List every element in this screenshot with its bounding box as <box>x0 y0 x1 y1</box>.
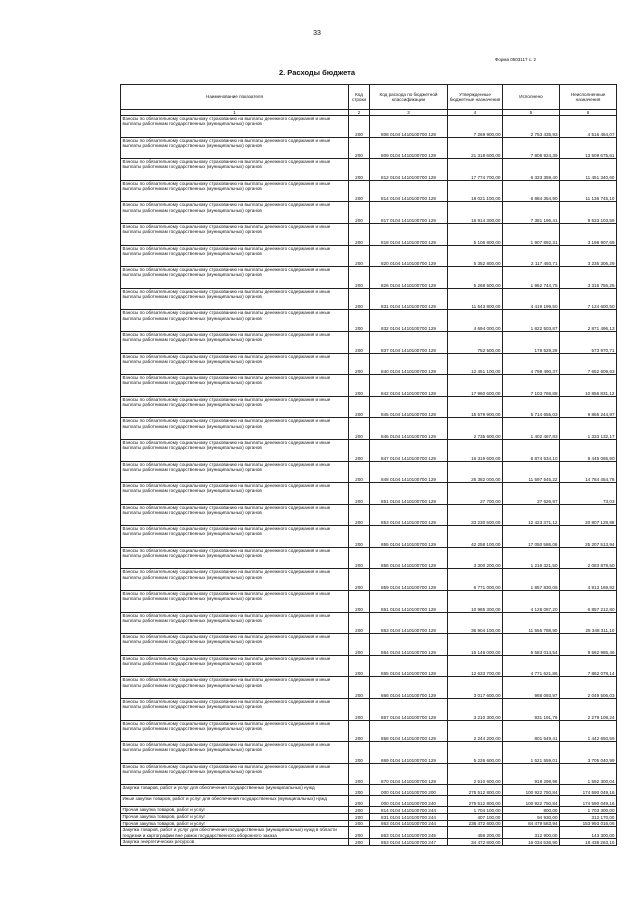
cell-executed: 7 808 924,39 <box>503 137 560 159</box>
cell-name: Взносы по обязательному социальному страхованию на выплаты денежного содержания и иные выплаты работникам государственных (муниципальных) органов <box>121 634 349 656</box>
cell-approved: 34 472 800,00 <box>448 838 503 845</box>
cell-unexecuted: 7 124 600,50 <box>560 288 617 310</box>
cell-approved: 11 543 800,00 <box>448 288 503 310</box>
cell-code: 200 <box>349 310 370 332</box>
cell-executed: 1 907 892,31 <box>503 223 560 245</box>
cell-name: Взносы по обязательному социальному страхованию на выплаты денежного содержания и иные выплаты работникам государственных (муниципальных) органов <box>121 677 349 699</box>
column-number: 6 <box>560 110 617 116</box>
cell-unexecuted: 1 442 650,59 <box>560 720 617 742</box>
cell-classification: 837 0104 1410100700 129 <box>370 331 448 353</box>
cell-name: Взносы по обязательному социальному страхованию на выплаты денежного содержания и иные выплаты работникам государственных (муниципальных) органов <box>121 267 349 289</box>
cell-classification: 853 0104 1410100700 129 <box>370 504 448 526</box>
cell-code: 200 <box>349 569 370 591</box>
cell-unexecuted: 1 703 300,00 <box>560 807 617 814</box>
cell-code: 200 <box>349 202 370 224</box>
cell-name: Взносы по обязательному социальному страхованию на выплаты денежного содержания и иные выплаты работникам государственных (муниципальных) органов <box>121 504 349 526</box>
cell-classification: 848 0104 1410100700 129 <box>370 461 448 483</box>
column-header-classification: Код расхода по бюджетной классификации <box>370 85 448 110</box>
cell-unexecuted: 9 445 065,90 <box>560 439 617 461</box>
cell-approved: 407 100,00 <box>448 814 503 821</box>
table-row <box>121 245 617 267</box>
table-row <box>121 814 617 821</box>
cell-classification: 856 0104 1410100700 129 <box>370 547 448 569</box>
cell-approved: 3 300 200,00 <box>448 547 503 569</box>
cell-unexecuted: 9 533 103,59 <box>560 202 617 224</box>
cell-name: Взносы по обязательному социальному страхованию на выплаты денежного содержания и иные выплаты работникам государственных (муниципальных) органов <box>121 418 349 440</box>
cell-code: 200 <box>349 820 370 827</box>
budget-expenses-table <box>120 84 617 846</box>
cell-approved: 36 904 100,00 <box>448 612 503 634</box>
table-row <box>121 827 617 839</box>
cell-executed: 1 402 467,83 <box>503 418 560 440</box>
cell-executed: 931 191,76 <box>503 699 560 721</box>
cell-name: Взносы по обязательному социальному страхованию на выплаты денежного содержания и иные выплаты работникам государственных (муниципальных) органов <box>121 223 349 245</box>
cell-classification: 814 0104 1410100700 129 <box>370 180 448 202</box>
cell-unexecuted: 174 590 049,16 <box>560 785 617 796</box>
cell-approved: 12 633 700,00 <box>448 655 503 677</box>
table-row <box>121 159 617 181</box>
cell-name: Взносы по обязательному социальному страхованию на выплаты денежного содержания и иные выплаты работникам государственных (муниципальных) органов <box>121 699 349 721</box>
cell-unexecuted: 20 807 128,88 <box>560 504 617 526</box>
cell-approved: 5 268 500,00 <box>448 267 503 289</box>
cell-code: 200 <box>349 267 370 289</box>
column-header-unexecuted: Неисполненные назначения <box>560 85 617 110</box>
cell-executed: 12 423 371,12 <box>503 504 560 526</box>
cell-unexecuted: 11 136 745,10 <box>560 180 617 202</box>
cell-name: Взносы по обязательному социальному страхованию на выплаты денежного содержания и иные выплаты работникам государственных (муниципальных) органов <box>121 763 349 785</box>
cell-classification: 869 0104 1410100700 129 <box>370 742 448 764</box>
cell-approved: 17 960 600,00 <box>448 375 503 397</box>
cell-approved: 5 352 800,00 <box>448 245 503 267</box>
table-row <box>121 655 617 677</box>
column-number: 5 <box>503 110 560 116</box>
cell-code: 200 <box>349 159 370 181</box>
cell-code: 200 <box>349 396 370 418</box>
cell-classification: 868 0104 1410100700 129 <box>370 720 448 742</box>
table-row <box>121 331 617 353</box>
cell-classification: 831 0104 1410100700 129 <box>370 288 448 310</box>
cell-unexecuted: 4 913 169,92 <box>560 569 617 591</box>
cell-approved: 1 704 100,00 <box>448 807 503 814</box>
table-row <box>121 288 617 310</box>
cell-unexecuted: 7 652 609,63 <box>560 353 617 375</box>
cell-classification: 000 0104 1410100700 200 <box>370 785 448 796</box>
table-row <box>121 439 617 461</box>
cell-name: Взносы по обязательному социальному страхованию на выплаты денежного содержания и иные выплаты работникам государственных (муниципальных) органов <box>121 353 349 375</box>
table-row <box>121 699 617 721</box>
table-row <box>121 796 617 807</box>
column-number: 2 <box>349 110 370 116</box>
cell-approved: 26 382 000,00 <box>448 461 503 483</box>
cell-name: Взносы по обязательному социальному страхованию на выплаты денежного содержания и иные выплаты работникам государственных (муниципальных) органов <box>121 526 349 548</box>
cell-classification: 845 0104 1410100700 129 <box>370 396 448 418</box>
table-row <box>121 569 617 591</box>
cell-classification: 863 0104 1410100700 247 <box>370 838 448 845</box>
cell-classification: 832 0104 1410100700 129 <box>370 310 448 332</box>
cell-name: Взносы по обязательному социальному страхованию на выплаты денежного содержания и иные выплаты работникам государственных (муниципальных) органов <box>121 483 349 505</box>
cell-code: 200 <box>349 720 370 742</box>
cell-approved: 17 774 700,00 <box>448 159 503 181</box>
cell-code: 200 <box>349 838 370 845</box>
column-header-executed: Исполнено <box>503 85 560 110</box>
table-row <box>121 202 617 224</box>
cell-unexecuted: 9 865 244,97 <box>560 396 617 418</box>
cell-code: 200 <box>349 116 370 138</box>
cell-executed: 178 529,29 <box>503 331 560 353</box>
table-header-row <box>121 85 617 110</box>
cell-classification: 814 0104 1410100700 244 <box>370 807 448 814</box>
cell-name: Иные закупки товаров, работ и услуг для обеспечения государственных (муниципальных) нужд <box>121 796 349 807</box>
cell-code: 200 <box>349 461 370 483</box>
cell-executed: 6 884 354,90 <box>503 180 560 202</box>
cell-unexecuted: 143 300,00 <box>560 827 617 839</box>
cell-executed: 5 583 014,54 <box>503 634 560 656</box>
cell-approved: 275 512 800,00 <box>448 785 503 796</box>
cell-unexecuted: 2 279 108,24 <box>560 699 617 721</box>
cell-approved: 7 269 900,00 <box>448 116 503 138</box>
cell-name: Взносы по обязательному социальному страхованию на выплаты денежного содержания и иные выплаты работникам государственных (муниципальных) органов <box>121 137 349 159</box>
table-row <box>121 720 617 742</box>
cell-code: 200 <box>349 547 370 569</box>
page-title: 2. Расходы бюджета <box>278 68 356 77</box>
cell-approved: 16 914 300,00 <box>448 202 503 224</box>
cell-classification: 870 0104 1410100700 129 <box>370 763 448 785</box>
cell-approved: 3 210 300,00 <box>448 699 503 721</box>
cell-code: 200 <box>349 796 370 807</box>
cell-code: 200 <box>349 634 370 656</box>
cell-unexecuted: 153 993 016,06 <box>560 820 617 827</box>
cell-executed: 84 479 583,94 <box>503 820 560 827</box>
cell-name: Взносы по обязательному социальному страхованию на выплаты денежного содержания и иные выплаты работникам государственных (муниципальных) органов <box>121 439 349 461</box>
cell-classification: 865 0104 1410100700 129 <box>370 655 448 677</box>
cell-classification: 809 0104 1410100700 129 <box>370 137 448 159</box>
cell-approved: 10 985 300,00 <box>448 591 503 613</box>
cell-unexecuted: 2 871 496,13 <box>560 310 617 332</box>
cell-unexecuted: 25 348 311,10 <box>560 612 617 634</box>
cell-classification: 863 0104 1410100700 245 <box>370 827 448 839</box>
column-header-code: Код строки <box>349 85 370 110</box>
cell-code: 200 <box>349 223 370 245</box>
table-row <box>121 180 617 202</box>
cell-classification: 863 0104 1410100700 244 <box>370 820 448 827</box>
table-row <box>121 504 617 526</box>
cell-classification: 859 0104 1410100700 129 <box>370 569 448 591</box>
cell-approved: 21 318 600,00 <box>448 137 503 159</box>
table-row <box>121 677 617 699</box>
cell-unexecuted: 3 198 907,69 <box>560 223 617 245</box>
cell-unexecuted: 312 170,00 <box>560 814 617 821</box>
cell-executed: 100 922 750,84 <box>503 796 560 807</box>
cell-executed: 968 093,97 <box>503 677 560 699</box>
cell-name: Взносы по обязательному социальному страхованию на выплаты денежного содержания и иные выплаты работникам государственных (муниципальных) органов <box>121 375 349 397</box>
cell-code: 200 <box>349 245 370 267</box>
cell-unexecuted: 18 438 263,10 <box>560 838 617 845</box>
cell-approved: 2 735 600,00 <box>448 418 503 440</box>
cell-code: 200 <box>349 180 370 202</box>
cell-classification: 855 0104 1410100700 129 <box>370 526 448 548</box>
column-header-approved: Утвержденные бюджетные назначения <box>448 85 503 110</box>
cell-approved: 27 700,00 <box>448 483 503 505</box>
cell-code: 200 <box>349 814 370 821</box>
cell-classification: 826 0104 1410100700 129 <box>370 267 448 289</box>
cell-executed: 2 753 435,93 <box>503 116 560 138</box>
cell-code: 200 <box>349 763 370 785</box>
cell-code: 200 <box>349 288 370 310</box>
table-row <box>121 461 617 483</box>
cell-name: Взносы по обязательному социальному страхованию на выплаты денежного содержания и иные выплаты работникам государственных (муниципальных) органов <box>121 288 349 310</box>
table-row <box>121 820 617 827</box>
cell-unexecuted: 10 856 831,12 <box>560 375 617 397</box>
cell-unexecuted: 2 049 506,03 <box>560 677 617 699</box>
cell-executed: 27 626,97 <box>503 483 560 505</box>
table-row <box>121 807 617 814</box>
cell-approved: 752 500,00 <box>448 331 503 353</box>
cell-classification: 808 0104 1410100700 129 <box>370 116 448 138</box>
table-row <box>121 591 617 613</box>
cell-classification: 847 0104 1410100700 129 <box>370 439 448 461</box>
cell-classification: 864 0104 1410100700 129 <box>370 634 448 656</box>
table-row <box>121 785 617 796</box>
cell-code: 200 <box>349 655 370 677</box>
cell-name: Закупка товаров, работ и услуг для обеспечения государственных (муниципальных) нужд в области геодезии и картографии вне рамок государственного оборонного заказа <box>121 827 349 839</box>
cell-executed: 6 874 534,10 <box>503 439 560 461</box>
cell-unexecuted: 7 862 078,14 <box>560 655 617 677</box>
page-number: 33 <box>313 30 321 37</box>
cell-name: Взносы по обязательному социальному страхованию на выплаты денежного содержания и иные выплаты работникам государственных (муниципальных) органов <box>121 720 349 742</box>
cell-unexecuted: 6 857 212,80 <box>560 591 617 613</box>
cell-executed: 801 549,41 <box>503 720 560 742</box>
table-row <box>121 612 617 634</box>
cell-classification: 863 0104 1410100700 129 <box>370 612 448 634</box>
cell-approved: 238 472 600,00 <box>448 820 503 827</box>
cell-approved: 2 510 600,00 <box>448 763 503 785</box>
cell-approved: 6 771 000,00 <box>448 569 503 591</box>
column-number: 1 <box>121 110 349 116</box>
cell-executed: 4 798 490,37 <box>503 353 560 375</box>
table-row <box>121 267 617 289</box>
table-row <box>121 763 617 785</box>
table-row <box>121 396 617 418</box>
cell-code: 200 <box>349 526 370 548</box>
cell-approved: 275 512 800,00 <box>448 796 503 807</box>
cell-code: 200 <box>349 591 370 613</box>
cell-unexecuted: 73,03 <box>560 483 617 505</box>
cell-name: Взносы по обязательному социальному страхованию на выплаты денежного содержания и иные выплаты работникам государственных (муниципальных) органов <box>121 396 349 418</box>
cell-unexecuted: 1 333 132,17 <box>560 418 617 440</box>
cell-executed: 5 714 655,03 <box>503 396 560 418</box>
cell-name: Взносы по обязательному социальному страхованию на выплаты денежного содержания и иные выплаты работникам государственных (муниципальных) органов <box>121 159 349 181</box>
table-row <box>121 310 617 332</box>
cell-name: Прочая закупка товаров, работ и услуг <box>121 814 349 821</box>
table-row <box>121 418 617 440</box>
cell-name: Взносы по обязательному социальному страхованию на выплаты денежного содержания и иные выплаты работникам государственных (муниципальных) органов <box>121 461 349 483</box>
cell-unexecuted: 2 083 878,50 <box>560 547 617 569</box>
cell-name: Взносы по обязательному социальному страхованию на выплаты денежного содержания и иные выплаты работникам государственных (муниципальных) органов <box>121 612 349 634</box>
cell-executed: 1 952 744,75 <box>503 267 560 289</box>
cell-code: 200 <box>349 418 370 440</box>
cell-executed: 2 117 493,71 <box>503 245 560 267</box>
cell-unexecuted: 9 562 985,46 <box>560 634 617 656</box>
cell-executed: 4 419 199,50 <box>503 288 560 310</box>
cell-classification: 846 0104 1410100700 129 <box>370 418 448 440</box>
cell-code: 200 <box>349 699 370 721</box>
table-row <box>121 547 617 569</box>
cell-code: 200 <box>349 677 370 699</box>
cell-approved: 3 017 600,00 <box>448 677 503 699</box>
cell-executed: 1 216 321,50 <box>503 547 560 569</box>
column-number: 3 <box>370 110 448 116</box>
cell-name: Взносы по обязательному социальному страхованию на выплаты денежного содержания и иные выплаты работникам государственных (муниципальных) органов <box>121 569 349 591</box>
cell-classification: 817 0104 1410100700 129 <box>370 202 448 224</box>
table-row <box>121 375 617 397</box>
table-row <box>121 483 617 505</box>
cell-code: 200 <box>349 375 370 397</box>
cell-name: Прочая закупка товаров, работ и услуг <box>121 807 349 814</box>
cell-name: Взносы по обязательному социальному страхованию на выплаты денежного содержания и иные выплаты работникам государственных (муниципальных) органов <box>121 547 349 569</box>
column-number: 4 <box>448 110 503 116</box>
table-row <box>121 634 617 656</box>
cell-executed: 6 323 359,40 <box>503 159 560 181</box>
cell-executed: 11 597 545,22 <box>503 461 560 483</box>
cell-name: Взносы по обязательному социальному страхованию на выплаты денежного содержания и иные выплаты работникам государственных (муниципальных) органов <box>121 180 349 202</box>
cell-executed: 7 103 768,88 <box>503 375 560 397</box>
cell-executed: 918 299,96 <box>503 763 560 785</box>
table-row <box>121 526 617 548</box>
cell-name: Взносы по обязательному социальному страхованию на выплаты денежного содержания и иные выплаты работникам государственных (муниципальных) органов <box>121 310 349 332</box>
table-row <box>121 137 617 159</box>
cell-code: 200 <box>349 353 370 375</box>
cell-classification: 842 0104 1410100700 129 <box>370 375 448 397</box>
table-row <box>121 353 617 375</box>
cell-classification: 861 0104 1410100700 129 <box>370 591 448 613</box>
cell-executed: 16 034 536,90 <box>503 838 560 845</box>
cell-code: 200 <box>349 827 370 839</box>
cell-executed: 7 381 196,41 <box>503 202 560 224</box>
cell-code: 200 <box>349 439 370 461</box>
cell-executed: 1 521 559,01 <box>503 742 560 764</box>
cell-code: 200 <box>349 483 370 505</box>
table-row <box>121 116 617 138</box>
table-row <box>121 223 617 245</box>
cell-approved: 15 146 000,00 <box>448 634 503 656</box>
cell-approved: 16 319 600,00 <box>448 439 503 461</box>
cell-unexecuted: 4 516 464,07 <box>560 116 617 138</box>
cell-executed: 1 822 503,87 <box>503 310 560 332</box>
cell-unexecuted: 13 509 675,61 <box>560 137 617 159</box>
cell-classification: 831 0104 1410100700 244 <box>370 814 448 821</box>
cell-code: 200 <box>349 785 370 796</box>
cell-executed: 100 922 750,84 <box>503 785 560 796</box>
cell-approved: 2 244 200,00 <box>448 720 503 742</box>
cell-name: Взносы по обязательному социальному страхованию на выплаты денежного содержания и иные выплаты работникам государственных (муниципальных) органов <box>121 116 349 138</box>
cell-name: Прочая закупка товаров, работ и услуг <box>121 820 349 827</box>
cell-executed: 1 857 830,08 <box>503 569 560 591</box>
cell-approved: 12 451 100,00 <box>448 353 503 375</box>
cell-name: Взносы по обязательному социальному страхованию на выплаты денежного содержания и иные выплаты работникам государственных (муниципальных) органов <box>121 591 349 613</box>
cell-code: 200 <box>349 331 370 353</box>
cell-unexecuted: 3 235 306,29 <box>560 245 617 267</box>
column-header-name: Наименование показателя <box>121 85 349 110</box>
cell-classification: 000 0104 1410100700 240 <box>370 796 448 807</box>
cell-classification: 820 0104 1410100700 129 <box>370 245 448 267</box>
cell-unexecuted: 573 970,71 <box>560 331 617 353</box>
cell-name: Взносы по обязательному социальному страхованию на выплаты денежного содержания и иные выплаты работникам государственных (муниципальных) органов <box>121 742 349 764</box>
cell-approved: 5 226 600,00 <box>448 742 503 764</box>
cell-name: Взносы по обязательному социальному страхованию на выплаты денежного содержания и иные выплаты работникам государственных (муниципальных) органов <box>121 655 349 677</box>
cell-approved: 15 579 900,00 <box>448 396 503 418</box>
cell-unexecuted: 174 590 049,16 <box>560 796 617 807</box>
cell-classification: 867 0104 1410100700 129 <box>370 699 448 721</box>
cell-approved: 5 106 800,00 <box>448 223 503 245</box>
cell-code: 200 <box>349 612 370 634</box>
table-row <box>121 838 617 845</box>
cell-unexecuted: 3 705 040,99 <box>560 742 617 764</box>
cell-code: 200 <box>349 742 370 764</box>
cell-name: Закупка энергетических ресурсов <box>121 838 349 845</box>
cell-approved: 4 694 000,00 <box>448 310 503 332</box>
cell-code: 200 <box>349 807 370 814</box>
cell-approved: 18 021 100,00 <box>448 180 503 202</box>
cell-executed: 4 128 087,20 <box>503 591 560 613</box>
cell-code: 200 <box>349 504 370 526</box>
cell-executed: 312 900,00 <box>503 827 560 839</box>
cell-name: Взносы по обязательному социальному страхованию на выплаты денежного содержания и иные выплаты работникам государственных (муниципальных) органов <box>121 245 349 267</box>
cell-classification: 840 0104 1410100700 129 <box>370 353 448 375</box>
cell-executed: 4 771 621,86 <box>503 655 560 677</box>
cell-unexecuted: 1 592 300,04 <box>560 763 617 785</box>
cell-name: Закупка товаров, работ и услуг для обеспечения государственных (муниципальных) нужд <box>121 785 349 796</box>
cell-approved: 33 230 500,00 <box>448 504 503 526</box>
cell-executed: 94 930,00 <box>503 814 560 821</box>
cell-unexecuted: 3 315 755,25 <box>560 267 617 289</box>
cell-unexecuted: 14 784 454,78 <box>560 461 617 483</box>
cell-classification: 851 0104 1410100700 129 <box>370 483 448 505</box>
cell-classification: 818 0104 1410100700 129 <box>370 223 448 245</box>
cell-approved: 456 200,00 <box>448 827 503 839</box>
form-code: Форма 0503117 с. 2 <box>495 57 536 62</box>
cell-executed: 800,00 <box>503 807 560 814</box>
cell-code: 200 <box>349 137 370 159</box>
cell-classification: 812 0104 1410100700 129 <box>370 159 448 181</box>
cell-unexecuted: 11 451 340,60 <box>560 159 617 181</box>
cell-unexecuted: 25 207 513,94 <box>560 526 617 548</box>
cell-executed: 11 555 788,90 <box>503 612 560 634</box>
cell-name: Взносы по обязательному социальному страхованию на выплаты денежного содержания и иные выплаты работникам государственных (муниципальных) органов <box>121 202 349 224</box>
cell-classification: 866 0104 1410100700 129 <box>370 677 448 699</box>
cell-approved: 42 258 100,00 <box>448 526 503 548</box>
cell-name: Взносы по обязательному социальному страхованию на выплаты денежного содержания и иные выплаты работникам государственных (муниципальных) органов <box>121 331 349 353</box>
cell-executed: 17 050 586,06 <box>503 526 560 548</box>
table-row <box>121 742 617 764</box>
